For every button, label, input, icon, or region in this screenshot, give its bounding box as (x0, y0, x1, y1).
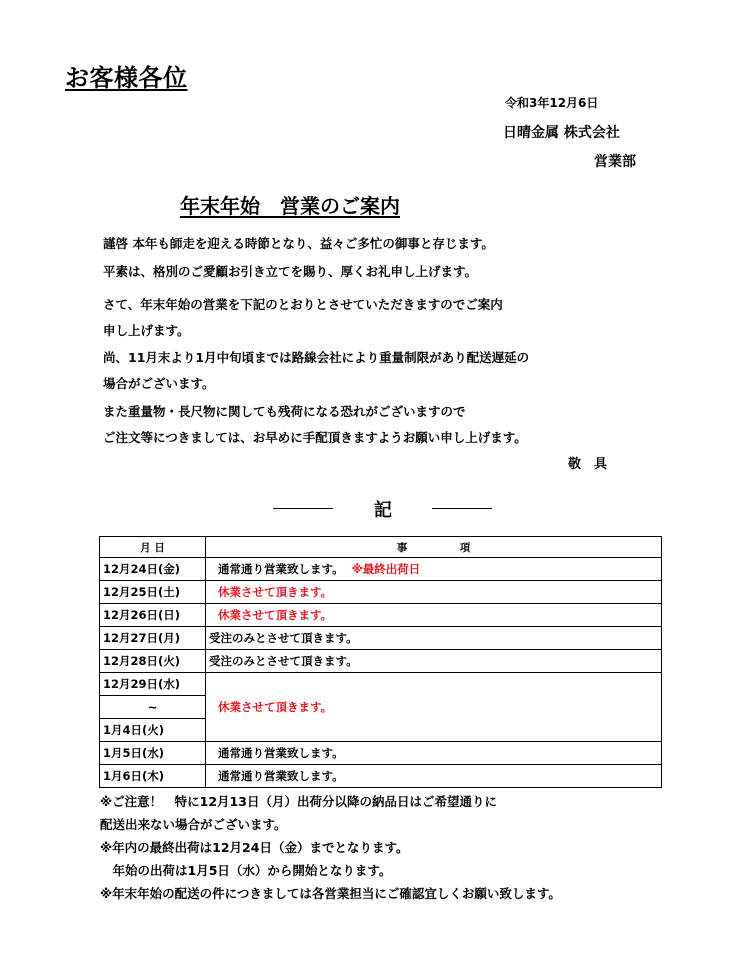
body-line: さて、年末年始の営業を下記のとおりとさせていただきますのでご案内 (103, 297, 503, 312)
body-line: 場合がございます。 (103, 376, 215, 391)
row-text: 受注のみとさせて頂きます。 (206, 650, 662, 673)
note-line: 年始の出荷は1月5日（水）から開始となります。 (100, 863, 392, 878)
row-text (206, 558, 662, 581)
row-text: 受注のみとさせて頂きます。 (206, 627, 662, 650)
divider-right (432, 508, 492, 509)
table-header-row (100, 537, 662, 558)
divider-left (273, 508, 333, 509)
table-row (100, 765, 662, 788)
row-date: 12月25日(土) (100, 581, 206, 604)
row-date: 1月6日(木) (100, 765, 206, 788)
body-line: 平素は、格別のご愛顧お引き立てを賜り、厚くお礼申し上げます。 (103, 264, 478, 279)
table-row (100, 673, 662, 696)
body-line: ご注文等につきましては、お早めに手配頂きますようお願い申し上げます。 (103, 430, 527, 445)
department-name: 営業部 (594, 154, 636, 170)
row-text: 休業させて頂きます。 (206, 673, 662, 742)
ki-heading: 記 (374, 500, 392, 521)
table-row (100, 650, 662, 673)
row-status: 通常通り営業致します。 (218, 562, 344, 576)
last-shipment-note: ※最終出荷日 (351, 562, 421, 576)
row-date: 12月26日(日) (100, 604, 206, 627)
row-date: 12月24日(金) (100, 558, 206, 581)
addressee: お客様各位 (65, 64, 188, 92)
body-line: また重量物・長尺物に関しても残荷になる恐れがございますので (103, 404, 466, 419)
table-row (100, 581, 662, 604)
table-row (100, 604, 662, 627)
note-line: 配送出来ない場合がございます。 (100, 817, 287, 832)
note-line: ※ご注意！ 特に12月13日（月）出荷分以降の納品日はご希望通りに (100, 794, 497, 809)
table-row (100, 742, 662, 765)
row-date: 1月4日(火) (100, 719, 206, 742)
table-row (100, 627, 662, 650)
row-date: 12月28日(火) (100, 650, 206, 673)
note-line: ※年末年始の配送の件につきましては各営業担当にご確認宜しくお願い致します。 (100, 886, 561, 901)
row-text: 休業させて頂きます。 (206, 581, 662, 604)
schedule-table (99, 536, 662, 788)
row-text: 通常通り営業致します。 (206, 765, 662, 788)
row-text: 通常通り営業致します。 (206, 742, 662, 765)
header-item: 事 項 (206, 537, 662, 558)
body-line: 尚、11月末より1月中旬頃までは路線会社により重量制限があり配送遅延の (103, 350, 530, 365)
header-date: 月 日 (100, 537, 206, 558)
row-date: 12月29日(水) (100, 673, 206, 696)
closing-phrase: 敬 具 (568, 457, 608, 472)
note-line: ※年内の最終出荷は12月24日（金）までとなります。 (100, 840, 409, 855)
body-line: 謹啓 本年も師走を迎える時節となり、益々ご多忙の御事と存じます。 (103, 236, 494, 251)
range-separator: ~ (100, 696, 206, 719)
row-date: 12月27日(月) (100, 627, 206, 650)
issue-date: 令和3年12月6日 (505, 96, 599, 110)
row-date: 1月5日(水) (100, 742, 206, 765)
company-name: 日晴金属 株式会社 (503, 125, 620, 141)
table-row (100, 558, 662, 581)
row-text: 休業させて頂きます。 (206, 604, 662, 627)
body-line: 申し上げます。 (103, 323, 190, 338)
document-title: 年末年始 営業のご案内 (180, 194, 400, 218)
